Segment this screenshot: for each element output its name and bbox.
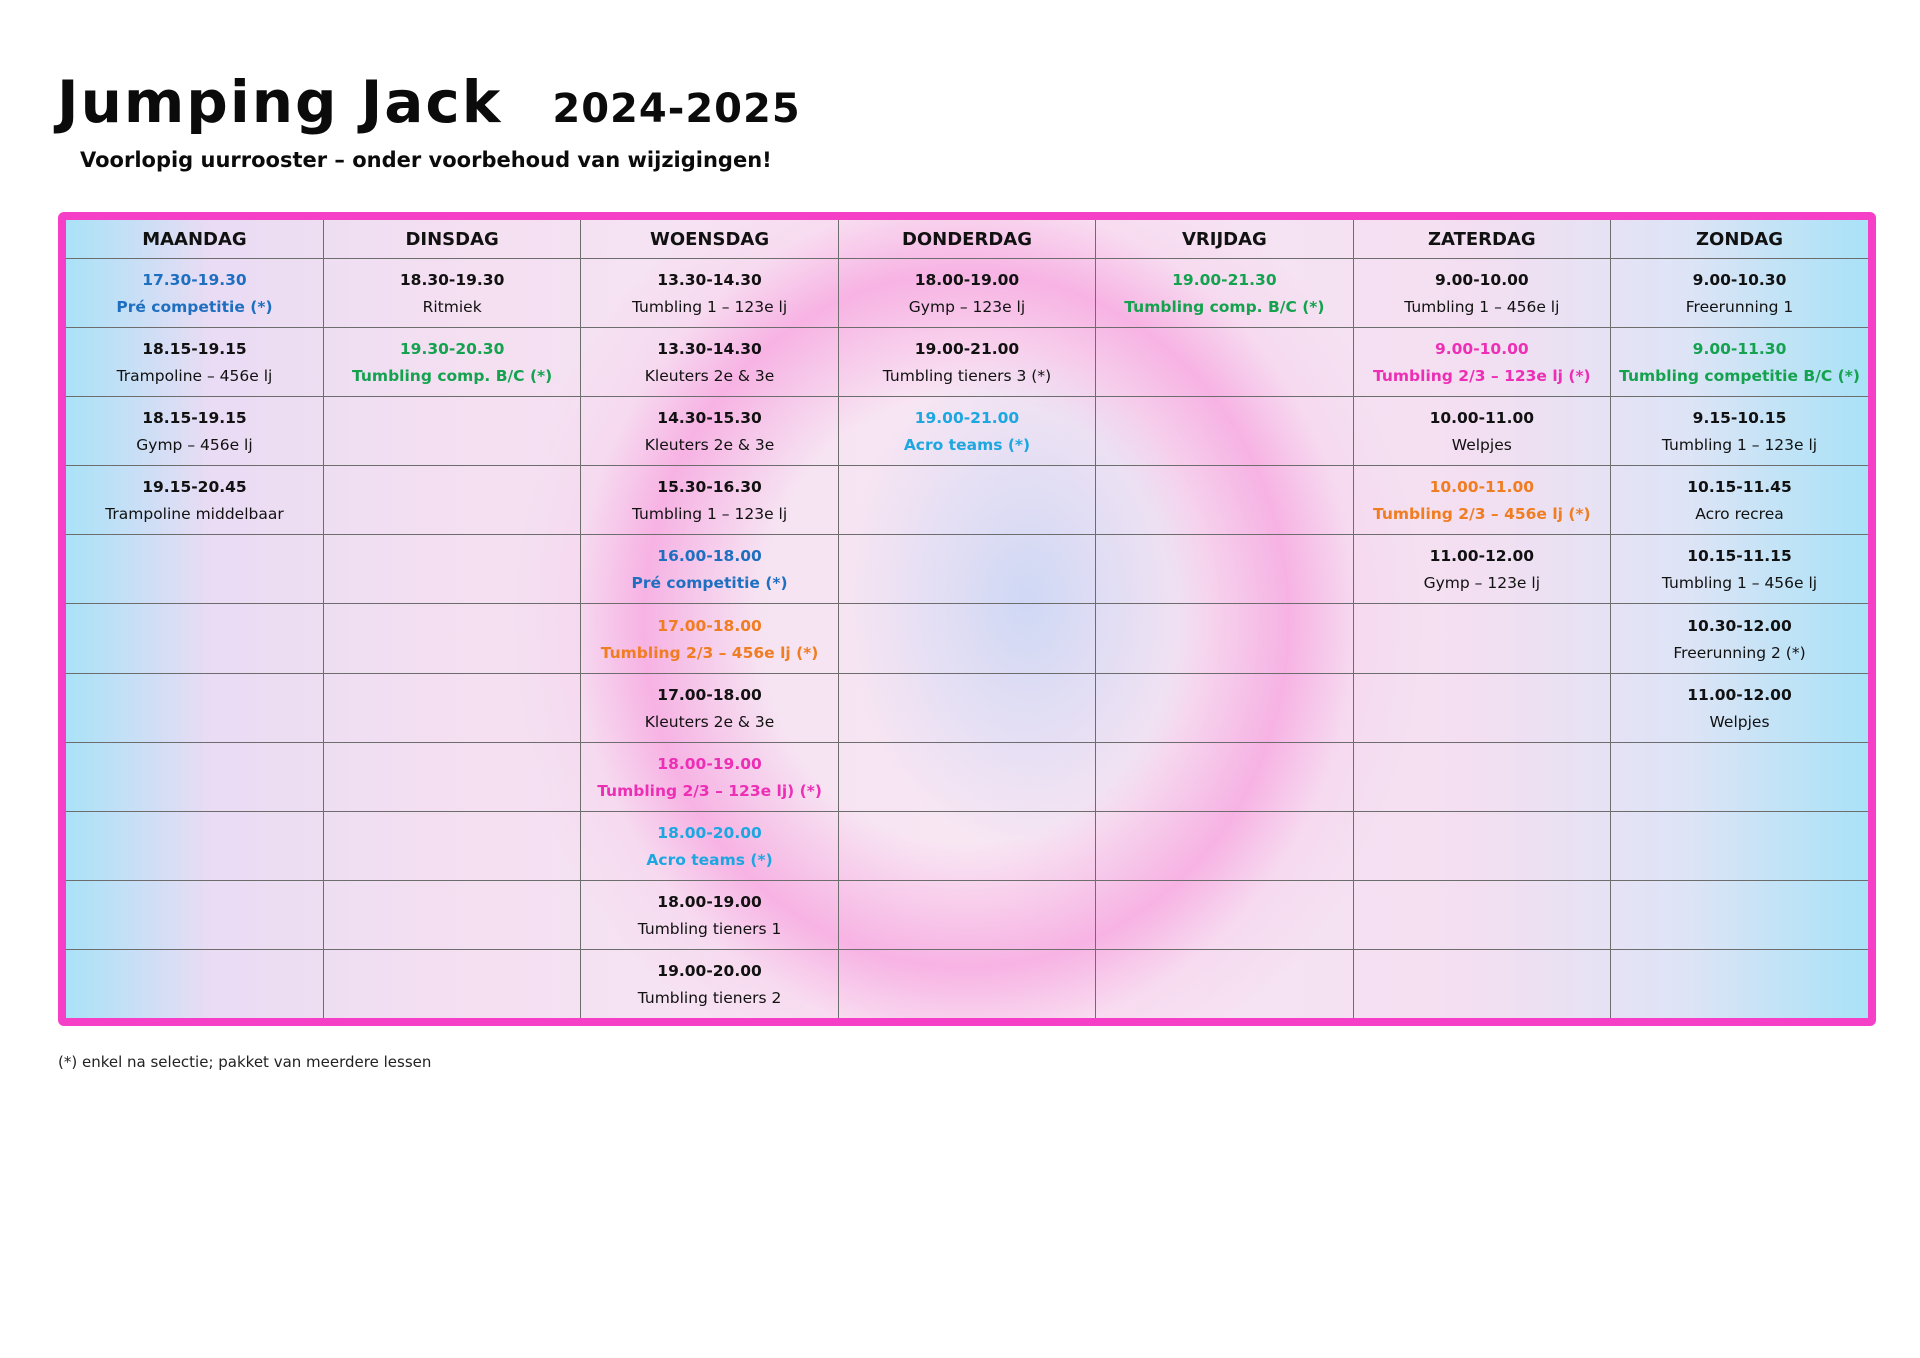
schedule-cell [1611,604,1868,673]
class-name: Acro teams (*) [646,850,773,869]
class-time: 10.00-11.00 [1429,478,1535,497]
class-name: Tumbling 1 – 123e lj [631,505,788,524]
schedule-cell [1096,673,1353,742]
class-time: 18.30-19.30 [399,271,505,290]
schedule-cell [1353,949,1610,1018]
class-name: Tumbling 2/3 – 456e lj (*) [600,643,819,662]
class-name: Trampoline middelbaar [105,505,284,524]
schedule-row [66,673,1868,742]
class-name: Gymp – 456e lj [136,436,253,455]
schedule-cell [1353,811,1610,880]
schedule-frame [58,212,1876,1026]
class-time: 10.30-12.00 [1687,616,1792,635]
class-name: Trampoline – 456e lj [116,367,273,386]
class-name: Tumbling 2/3 – 456e lj (*) [1373,505,1591,524]
class-time: 19.00-21.30 [1172,271,1277,290]
schedule-cell [1353,259,1610,328]
class-name: Pré competitie (*) [116,298,273,317]
class-time: 18.15-19.15 [142,340,247,359]
schedule-cell [1611,880,1868,949]
schedule-cell [1096,259,1353,328]
class-name: Gymp – 123e lj [908,298,1026,317]
schedule-cell [1611,328,1868,397]
class-name: Tumbling 1 – 456e lj [1661,574,1818,593]
class-name: Freerunning 2 (*) [1673,643,1806,662]
class-name: Tumbling 2/3 – 123e lj) (*) [597,781,822,800]
schedule-cell [1353,397,1610,466]
class-time: 18.00-19.00 [657,892,762,911]
class-name: Acro recrea [1695,505,1784,524]
class-time: 19.15-20.45 [142,478,247,497]
schedule-cell [581,880,838,949]
schedule-cell [838,535,1095,604]
schedule-cell [323,673,580,742]
class-name: Welpjes [1709,712,1770,731]
class-name: Pré competitie (*) [631,574,788,593]
class-name: Tumbling tieners 2 [637,988,782,1007]
schedule-cell [838,259,1095,328]
schedule-cell [838,466,1095,535]
class-time: 17.30-19.30 [142,271,247,290]
schedule-cell [1353,328,1610,397]
class-name: Tumbling 2/3 – 123e lj (*) [1373,367,1591,386]
schedule-cell [323,397,580,466]
schedule-cell [1353,466,1610,535]
schedule-cell [1611,466,1868,535]
schedule-cell [581,742,838,811]
schedule-cell [581,466,838,535]
class-name: Kleuters 2e & 3e [644,712,775,731]
schedule-cell [66,259,323,328]
schedule-cell [1353,673,1610,742]
class-time: 18.00-19.00 [914,271,1020,290]
schedule-cell [1096,535,1353,604]
schedule-cell [1611,535,1868,604]
schedule-row [66,466,1868,535]
schedule-row [66,949,1868,1018]
schedule-cell [323,742,580,811]
schedule-cell [66,328,323,397]
class-name: Tumbling tieners 1 [637,919,782,938]
page-title: Jumping Jack [57,68,503,136]
schedule-cell [1096,397,1353,466]
class-name: Acro teams (*) [903,436,1031,455]
schedule-cell [581,949,838,1018]
class-time: 14.30-15.30 [657,409,762,428]
schedule-row [66,811,1868,880]
class-time: 15.30-16.30 [657,478,762,497]
schedule-row [66,742,1868,811]
class-name: Tumbling comp. B/C (*) [352,367,553,386]
class-name: Tumbling competitie B/C (*) [1619,367,1860,386]
schedule-row [66,535,1868,604]
schedule-cell [66,880,323,949]
schedule-cell [581,535,838,604]
day-header: VRIJDAG [1096,220,1353,259]
day-header: ZONDAG [1611,220,1868,259]
class-time: 19.00-20.00 [657,961,762,980]
title-row [57,68,801,136]
schedule-cell [323,604,580,673]
schedule-cell [1611,742,1868,811]
schedule-cell [66,604,323,673]
schedule-cell [1096,466,1353,535]
schedule-cell [581,673,838,742]
class-time: 9.00-10.00 [1434,340,1529,359]
class-time: 9.00-10.30 [1692,271,1787,290]
schedule-cell [581,811,838,880]
schedule-cell [838,811,1095,880]
schedule-cell [1611,397,1868,466]
class-time: 18.00-20.00 [657,823,762,842]
class-time: 9.00-10.00 [1434,271,1529,290]
schedule-cell [1611,949,1868,1018]
schedule-cell [323,259,580,328]
schedule-cell [1096,328,1353,397]
schedule-body [66,259,1868,1019]
schedule-cell [1353,604,1610,673]
class-name: Freerunning 1 [1685,298,1794,317]
schedule-cell [838,397,1095,466]
schedule-row [66,397,1868,466]
schedule-cell [66,742,323,811]
schedule-cell [66,811,323,880]
day-header: DINSDAG [323,220,580,259]
schedule-cell [581,397,838,466]
class-time: 10.00-11.00 [1429,409,1535,428]
schedule-row [66,604,1868,673]
schedule-cell [581,604,838,673]
class-name: Ritmiek [422,298,482,317]
class-time: 13.30-14.30 [657,340,762,359]
schedule-row [66,259,1868,328]
class-time: 11.00-12.00 [1429,547,1535,566]
schedule-cell [838,328,1095,397]
day-header: ZATERDAG [1353,220,1610,259]
schedule-cell [323,811,580,880]
schedule-cell [66,535,323,604]
schedule-cell [581,328,838,397]
day-header: WOENSDAG [581,220,838,259]
class-time: 11.00-12.00 [1687,685,1792,704]
class-name: Gymp – 123e lj [1423,574,1541,593]
schedule-cell [323,328,580,397]
schedule-cell [1353,742,1610,811]
class-time: 18.15-19.15 [142,409,247,428]
schedule-cell [66,949,323,1018]
schedule-cell [66,673,323,742]
class-time: 17.00-18.00 [657,685,762,704]
schedule-cell [838,949,1095,1018]
class-time: 13.30-14.30 [657,271,762,290]
class-time: 19.00-21.00 [914,409,1020,428]
class-time: 9.00-11.30 [1692,340,1787,359]
class-name: Kleuters 2e & 3e [644,367,775,386]
class-name: Tumbling 1 – 123e lj [1661,436,1818,455]
schedule-cell [1096,742,1353,811]
class-time: 16.00-18.00 [657,547,762,566]
class-time: 18.00-19.00 [657,754,762,773]
season-year: 2024-2025 [552,86,801,132]
class-time: 9.15-10.15 [1692,409,1787,428]
page-subtitle: Voorlopig uurrooster – onder voorbehoud van wijzigingen! [80,148,772,172]
class-time: 17.00-18.00 [657,616,762,635]
schedule-cell [66,466,323,535]
class-time: 19.30-20.30 [399,340,505,359]
schedule-cell [1353,535,1610,604]
schedule-cell [323,880,580,949]
day-header-row [66,220,1868,259]
schedule-cell [1611,673,1868,742]
schedule-cell [838,604,1095,673]
schedule-cell [838,880,1095,949]
schedule-cell [838,673,1095,742]
class-name: Tumbling tieners 3 (*) [882,367,1052,386]
schedule-cell [323,949,580,1018]
class-time: 10.15-11.15 [1687,547,1792,566]
schedule-cell [838,742,1095,811]
schedule-cell [581,259,838,328]
schedule-table [66,220,1868,1018]
schedule-cell [1096,811,1353,880]
schedule-cell [1611,811,1868,880]
schedule-cell [1096,880,1353,949]
class-name: Welpjes [1451,436,1512,455]
class-name: Tumbling comp. B/C (*) [1124,298,1325,317]
class-time: 19.00-21.00 [914,340,1020,359]
schedule-cell [323,466,580,535]
schedule-row [66,328,1868,397]
schedule-cell [1096,604,1353,673]
footnote: (*) enkel na selectie; pakket van meerdere lessen [58,1053,432,1071]
class-name: Tumbling 1 – 456e lj [1404,298,1560,317]
class-time: 10.15-11.45 [1687,478,1792,497]
schedule-cell [323,535,580,604]
schedule-row [66,880,1868,949]
day-header: MAANDAG [66,220,323,259]
class-name: Kleuters 2e & 3e [644,436,775,455]
schedule-cell [1611,259,1868,328]
day-header: DONDERDAG [838,220,1095,259]
schedule-cell [66,397,323,466]
class-name: Tumbling 1 – 123e lj [631,298,788,317]
schedule-cell [1096,949,1353,1018]
schedule-cell [1353,880,1610,949]
